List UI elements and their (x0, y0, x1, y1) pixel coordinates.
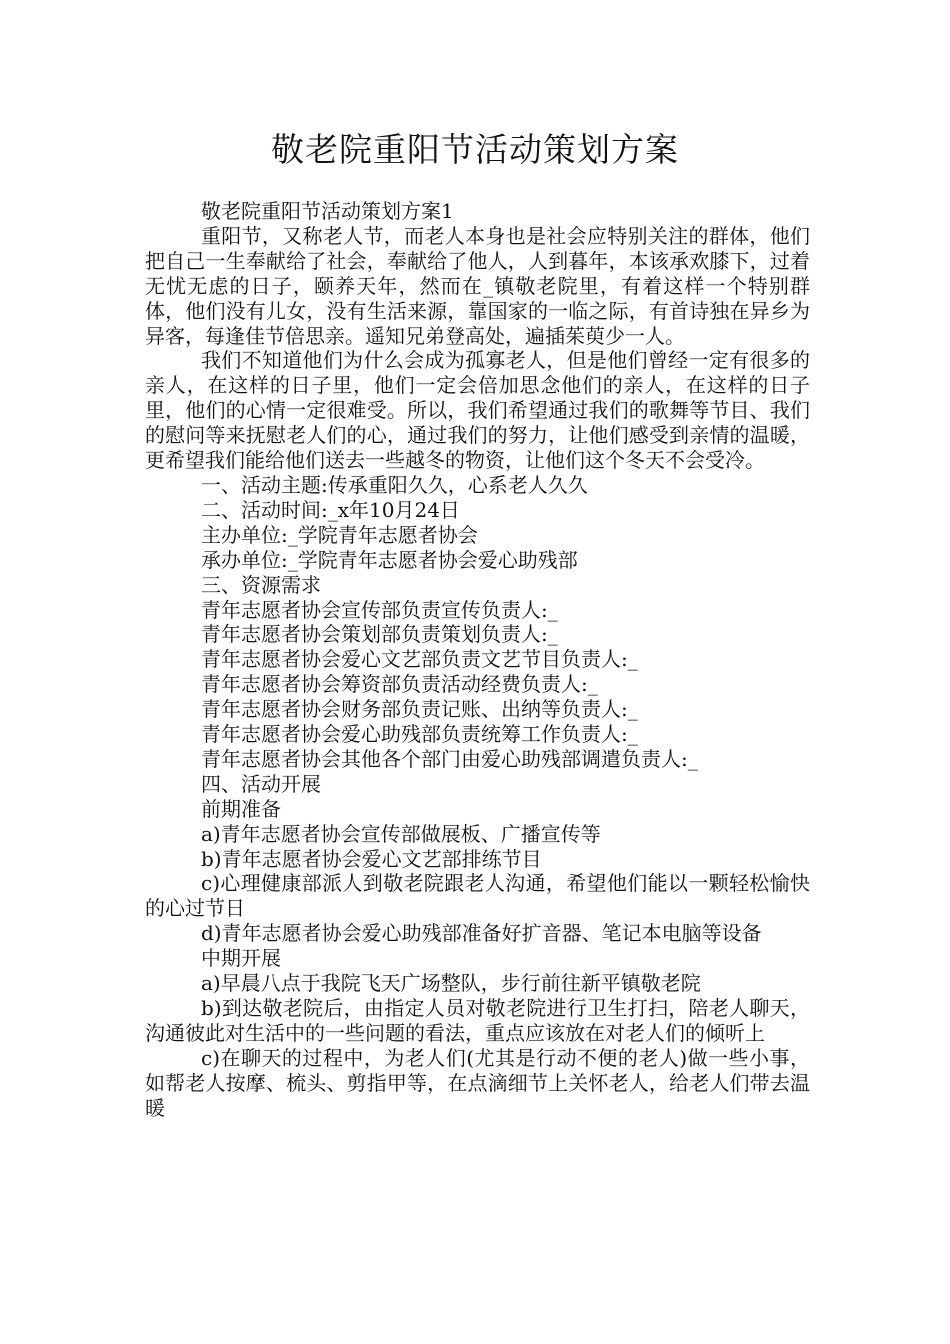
paragraph: 主办单位:_学院青年志愿者协会 (201, 522, 478, 547)
paragraph: 二、活动时间:_x年10月24日 (201, 497, 460, 522)
paragraph: 青年志愿者协会财务部负责记账、出纳等负责人:_ (201, 697, 638, 722)
paragraph: 重阳节，又称老人节，而老人本身也是社会应特别关注的群体，他们把自己一生奉献给了社会，奉献给了他人，人到暮年，本该承欢膝下，过着无忧无虑的日子，颐养天年，然而在_镇敬老院里，有着这样一个特别群体，他们没有儿女，没有生活来源，靠国家的一临之际，有首诗独在异乡为异客，每逢佳节倍思亲。遥知兄弟登高处，遍插茱萸少一人。 (145, 223, 810, 348)
paragraph: c)在聊天的过程中，为老人们(尤其是行动不便的老人)做一些小事，如帮老人按摩、梳头、剪指甲等，在点滴细节上关怀老人，给老人们带去温暖 (145, 1045, 810, 1120)
document-title: 敬老院重阳节活动策划方案 (271, 130, 679, 169)
paragraph: 青年志愿者协会爱心助残部负责统筹工作负责人:_ (201, 722, 638, 747)
paragraph: c)心理健康部派人到敬老院跟老人沟通，希望他们能以一颗轻松愉快的心过节日 (145, 871, 810, 921)
paragraph: d)青年志愿者协会爱心助残部准备好扩音器、笔记本电脑等设备 (201, 921, 762, 946)
paragraph: b)到达敬老院后，由指定人员对敬老院进行卫生打扫，陪老人聊天，沟通彼此对生活中的一些问题的看法，重点应该放在对老人们的倾听上 (145, 996, 810, 1045)
paragraph: 前期准备 (201, 796, 281, 821)
paragraph: 青年志愿者协会筹资部负责活动经费负责人:_ (201, 672, 598, 697)
paragraph: 青年志愿者协会策划部负责策划负责人:_ (201, 622, 558, 647)
paragraph: a)青年志愿者协会宣传部做展板、广播宣传等 (201, 821, 601, 846)
paragraph: 青年志愿者协会宣传部负责宣传负责人:_ (201, 597, 558, 622)
paragraph: 敬老院重阳节活动策划方案1 (201, 199, 454, 223)
paragraph: 一、活动主题:传承重阳久久，心系老人久久 (201, 472, 588, 497)
document-body (145, 199, 810, 1121)
paragraph: a)早晨八点于我院飞天广场整队，步行前往新平镇敬老院 (201, 971, 701, 996)
paragraph: 四、活动开展 (201, 771, 321, 796)
paragraph: 青年志愿者协会其他各个部门由爱心助残部调遣负责人:_ (201, 746, 698, 771)
paragraph: 承办单位:_学院青年志愿者协会爱心助残部 (201, 547, 578, 572)
paragraph: b)青年志愿者协会爱心文艺部排练节目 (201, 846, 542, 871)
paragraph: 中期开展 (201, 946, 281, 971)
paragraph: 青年志愿者协会爱心文艺部负责文艺节目负责人:_ (201, 647, 638, 672)
paragraph: 我们不知道他们为什么会成为孤寡老人，但是他们曾经一定有很多的亲人，在这样的日子里，他们一定会倍加思念他们的亲人，在这样的日子里，他们的心情一定很难受。所以，我们希望通过我们的歌舞等节目、我们的慰问等来抚慰老人们的心，通过我们的努力，让他们感受到亲情的温暖，更希望我们能给他们送去一些越冬的物资，让他们这个冬天不会受冷。 (145, 348, 810, 473)
paragraph: 三、资源需求 (201, 572, 321, 597)
